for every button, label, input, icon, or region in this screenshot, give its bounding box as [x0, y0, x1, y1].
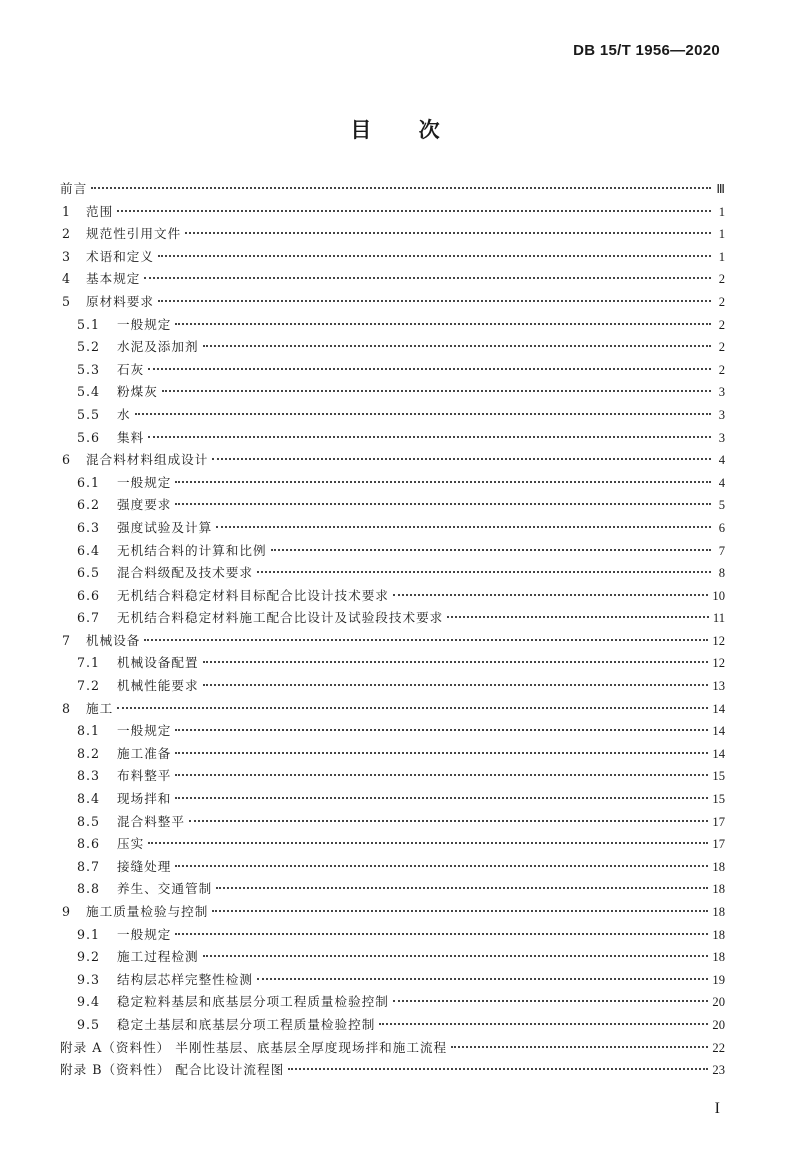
toc-entry-number: 5.1: [77, 316, 101, 332]
toc-entry-page: 4: [718, 475, 725, 490]
toc-entry-title: 结构层芯样完整性检测: [117, 971, 253, 987]
toc-entry[interactable]: [60, 314, 725, 337]
toc-entry-page: 23: [712, 1063, 725, 1078]
toc-entry-number: 6: [62, 452, 71, 468]
dot-leader: [203, 345, 711, 347]
toc-entry-number: 6.4: [77, 542, 101, 558]
toc-entry-title: 粉煤灰: [117, 384, 158, 400]
toc-entry-title: 一般规定: [117, 316, 172, 332]
toc-entry-title: 集料: [117, 429, 145, 445]
toc-entry[interactable]: [60, 201, 725, 224]
toc-entry-page: 18: [712, 882, 725, 897]
document-id: DB 15/T 1956—2020: [573, 42, 720, 59]
toc-entry-page: 2: [718, 340, 725, 355]
toc-entry-title: 混合料级配及技术要求: [117, 565, 253, 581]
toc-entry-page: 1: [718, 204, 725, 219]
toc-entry[interactable]: [60, 246, 725, 269]
toc-entry[interactable]: [60, 1059, 725, 1082]
toc-entry-title: 混合料整平: [117, 813, 185, 829]
toc-entry[interactable]: [60, 743, 725, 766]
toc-entry-number: 6.7: [77, 610, 101, 626]
dot-leader: [148, 842, 708, 844]
dot-leader: [203, 955, 709, 957]
toc-entry-title: 水泥及添加剂: [117, 339, 199, 355]
toc-entry[interactable]: [60, 178, 725, 201]
toc-entry-page: 20: [712, 995, 725, 1010]
toc-entry[interactable]: [60, 1014, 725, 1037]
toc-entry[interactable]: [60, 585, 725, 608]
toc-entry-title: 现场拌和: [117, 791, 172, 807]
toc-entry-title: 无机结合料的计算和比例: [117, 542, 267, 558]
toc-entry-number: 8.7: [77, 858, 101, 874]
toc-entry-page: 7: [718, 543, 725, 558]
toc-entry-number: 6.1: [77, 474, 101, 490]
toc-entry-number: 9.3: [77, 971, 101, 987]
toc-entry[interactable]: [60, 946, 725, 969]
toc-entry-page: 14: [712, 724, 725, 739]
toc-entry[interactable]: [60, 833, 725, 856]
dot-leader: [175, 865, 708, 867]
toc-entry-number: 8.4: [77, 791, 101, 807]
toc-entry-number: 8.2: [77, 745, 101, 761]
toc-entry-number: 7.1: [77, 655, 101, 671]
toc-entry[interactable]: [60, 449, 725, 472]
toc-entry-page: 2: [718, 317, 725, 332]
page-title-char-2: 次: [418, 118, 440, 142]
dot-leader: [393, 594, 709, 596]
toc-entry[interactable]: [60, 291, 725, 314]
dot-leader: [175, 752, 708, 754]
dot-leader: [257, 571, 711, 573]
toc-entry[interactable]: [60, 652, 725, 675]
toc-entry-title: 压实: [117, 836, 145, 852]
toc-entry-number: 6.6: [77, 587, 101, 603]
dot-leader: [447, 616, 709, 618]
dot-leader: [175, 481, 711, 483]
toc-entry-page: 3: [718, 385, 725, 400]
toc-entry-page: 14: [712, 701, 725, 716]
toc-entry[interactable]: [60, 359, 725, 382]
page-number: I: [714, 1100, 720, 1117]
toc-entry-page: 1: [718, 249, 725, 264]
toc-entry-title: 原材料要求: [86, 293, 154, 309]
dot-leader: [379, 1023, 708, 1025]
toc-entry-title: 机械性能要求: [117, 678, 199, 694]
toc-entry-page: 15: [712, 792, 725, 807]
toc-entry-title: 一般规定: [117, 474, 172, 490]
toc-entry-title: 范围: [86, 203, 114, 219]
toc-entry-page: 15: [712, 769, 725, 784]
toc-entry-page: 18: [712, 927, 725, 942]
toc-entry-title: 机械设备配置: [117, 655, 199, 671]
dot-leader: [158, 300, 711, 302]
toc-entry-title: 无机结合料稳定材料目标配合比设计技术要求: [117, 587, 389, 603]
dot-leader: [212, 910, 708, 912]
toc-entry[interactable]: [60, 472, 725, 495]
toc-entry-number: 9.1: [77, 926, 101, 942]
dot-leader: [175, 729, 708, 731]
toc-entry-title: 规范性引用文件: [86, 226, 182, 242]
toc-entry-page: 4: [718, 453, 725, 468]
toc-entry-page: 11: [712, 611, 725, 626]
dot-leader: [185, 232, 711, 234]
toc-entry[interactable]: [60, 811, 725, 834]
toc-entry[interactable]: [60, 1037, 725, 1060]
dot-leader: [175, 797, 708, 799]
toc-entry-number: 8.6: [77, 836, 101, 852]
toc-entry-title: 强度要求: [117, 497, 172, 513]
toc-entry-number: 4: [62, 271, 71, 287]
dot-leader: [175, 323, 711, 325]
toc-entry-title: 一般规定: [117, 723, 172, 739]
toc-entry-number: 9.4: [77, 994, 101, 1010]
toc-entry-title: 无机结合料稳定材料施工配合比设计及试验段技术要求: [117, 610, 444, 626]
toc-entry-page: 2: [718, 362, 725, 377]
toc-entry[interactable]: [60, 698, 725, 721]
toc-entry-page: 12: [712, 633, 725, 648]
dot-leader: [216, 887, 708, 889]
toc-entry-title: 前言: [60, 181, 88, 196]
dot-leader: [148, 368, 711, 370]
dot-leader: [216, 526, 711, 528]
toc-entry[interactable]: [60, 788, 725, 811]
toc-entry-title: 施工: [86, 700, 114, 716]
toc-entry-title: 布料整平: [117, 768, 172, 784]
dot-leader: [175, 503, 711, 505]
toc-entry-page: 19: [712, 972, 725, 987]
toc-entry-page: 18: [712, 950, 725, 965]
toc-entry-title: 强度试验及计算: [117, 519, 213, 535]
toc-entry-page: 2: [718, 272, 725, 287]
toc-entry-page: 1: [718, 227, 725, 242]
toc-entry-page: 14: [712, 746, 725, 761]
toc-entry-title: 附录 B（资料性） 配合比设计流程图: [60, 1062, 285, 1078]
dot-leader: [257, 978, 708, 980]
page-title: [0, 114, 790, 144]
toc-entry[interactable]: [60, 765, 725, 788]
dot-leader: [162, 390, 711, 392]
toc-entry[interactable]: [60, 336, 725, 359]
toc-entry-number: 6.5: [77, 565, 101, 581]
toc-entry-title: 一般规定: [117, 926, 172, 942]
toc-entry-title: 机械设备: [86, 632, 141, 648]
dot-leader: [91, 187, 711, 189]
toc-entry[interactable]: [60, 991, 725, 1014]
toc-entry-number: 5: [62, 293, 71, 309]
dot-leader: [203, 661, 709, 663]
toc-entry-number: 6.2: [77, 497, 101, 513]
toc-entry[interactable]: [60, 856, 725, 879]
toc-entry[interactable]: [60, 720, 725, 743]
toc-entry[interactable]: [60, 223, 725, 246]
toc-entry-number: 8.1: [77, 723, 101, 739]
toc-entry-title: 稳定土基层和底基层分项工程质量检验控制: [117, 1016, 376, 1032]
toc-entry-number: 8: [62, 700, 71, 716]
toc-entry[interactable]: [60, 381, 725, 404]
toc-entry-page: 17: [712, 837, 725, 852]
toc-entry[interactable]: [60, 630, 725, 653]
toc-entry[interactable]: [60, 607, 725, 630]
dot-leader: [158, 255, 711, 257]
toc-entry[interactable]: [60, 878, 725, 901]
toc-entry-title: 附录 A（资料性） 半刚性基层、底基层全厚度现场拌和施工流程: [60, 1039, 448, 1055]
toc-entry-page: 3: [718, 430, 725, 445]
toc-entry-title: 接缝处理: [117, 858, 172, 874]
toc-entry-number: 3: [62, 248, 71, 264]
toc-entry-number: 5.4: [77, 384, 101, 400]
toc-entry-title: 施工准备: [117, 745, 172, 761]
toc-entry[interactable]: [60, 675, 725, 698]
dot-leader: [135, 413, 711, 415]
dot-leader: [451, 1046, 708, 1048]
dot-leader: [148, 436, 711, 438]
toc-entry-page: 8: [718, 566, 725, 581]
toc-entry-number: 1: [62, 203, 71, 219]
toc-entry-number: 8.3: [77, 768, 101, 784]
toc-entry-page: 6: [718, 520, 725, 535]
toc-entry[interactable]: [60, 540, 725, 563]
toc-entry-number: 8.5: [77, 813, 101, 829]
toc-entry-page: 10: [712, 588, 725, 603]
toc-entry-page: 20: [712, 1017, 725, 1032]
toc-entry-title: 施工过程检测: [117, 949, 199, 965]
toc-entry-page: 18: [712, 905, 725, 919]
toc-entry-number: 9.2: [77, 949, 101, 965]
toc-entry-number: 5.5: [77, 406, 101, 422]
toc-entry[interactable]: [60, 969, 725, 992]
toc-entry-title: 石灰: [117, 361, 145, 377]
page-title-char-1: 目: [350, 118, 372, 142]
toc-entry-number: 5.2: [77, 339, 101, 355]
toc-entry[interactable]: [60, 517, 725, 540]
dot-leader: [203, 684, 709, 686]
toc-entry-page: 18: [712, 859, 725, 874]
toc-entry-title: 基本规定: [86, 271, 141, 287]
toc-entry-number: 7: [62, 632, 71, 648]
toc-entry[interactable]: [60, 562, 725, 585]
toc-entry[interactable]: [60, 427, 725, 450]
toc-entry-page: 12: [712, 656, 725, 671]
toc-entry[interactable]: [60, 268, 725, 291]
toc-entry-number: 7.2: [77, 678, 101, 694]
dot-leader: [393, 1000, 709, 1002]
toc-entry[interactable]: [60, 404, 725, 427]
dot-leader: [189, 820, 708, 822]
toc-entry-page: 5: [718, 498, 725, 513]
toc-entry-number: 8.8: [77, 881, 101, 897]
toc-entry-title: 水: [117, 406, 131, 422]
toc-entry-number: 6.3: [77, 519, 101, 535]
toc-entry-title: 混合料材料组成设计: [86, 452, 209, 468]
dot-leader: [271, 549, 711, 551]
toc-entry-title: 术语和定义: [86, 248, 154, 264]
toc-entry-page: 2: [718, 294, 725, 309]
toc-entry[interactable]: [60, 924, 725, 947]
dot-leader: [288, 1068, 708, 1070]
toc-entry-page: 17: [712, 814, 725, 829]
dot-leader: [175, 933, 708, 935]
toc-entry-title: 养生、交通管制: [117, 881, 213, 897]
toc-entry-number: 5.3: [77, 361, 101, 377]
table-of-contents: [60, 178, 725, 1082]
toc-entry-page: 13: [712, 679, 725, 694]
toc-entry[interactable]: [60, 901, 725, 924]
toc-entry-number: 2: [62, 226, 71, 242]
dot-leader: [144, 639, 708, 641]
toc-entry-number: 5.6: [77, 429, 101, 445]
toc-entry-number: 9: [62, 904, 71, 919]
toc-entry-page: 22: [712, 1040, 725, 1055]
toc-entry[interactable]: [60, 494, 725, 517]
toc-entry-page: 3: [718, 407, 725, 422]
dot-leader: [175, 774, 708, 776]
toc-entry-number: 9.5: [77, 1016, 101, 1032]
toc-entry-page: Ⅲ: [716, 182, 725, 196]
dot-leader: [212, 458, 711, 460]
dot-leader: [144, 277, 711, 279]
toc-entry-title: 稳定粒料基层和底基层分项工程质量检验控制: [117, 994, 389, 1010]
toc-entry-title: 施工质量检验与控制: [86, 904, 209, 919]
dot-leader: [117, 210, 711, 212]
dot-leader: [117, 707, 708, 709]
